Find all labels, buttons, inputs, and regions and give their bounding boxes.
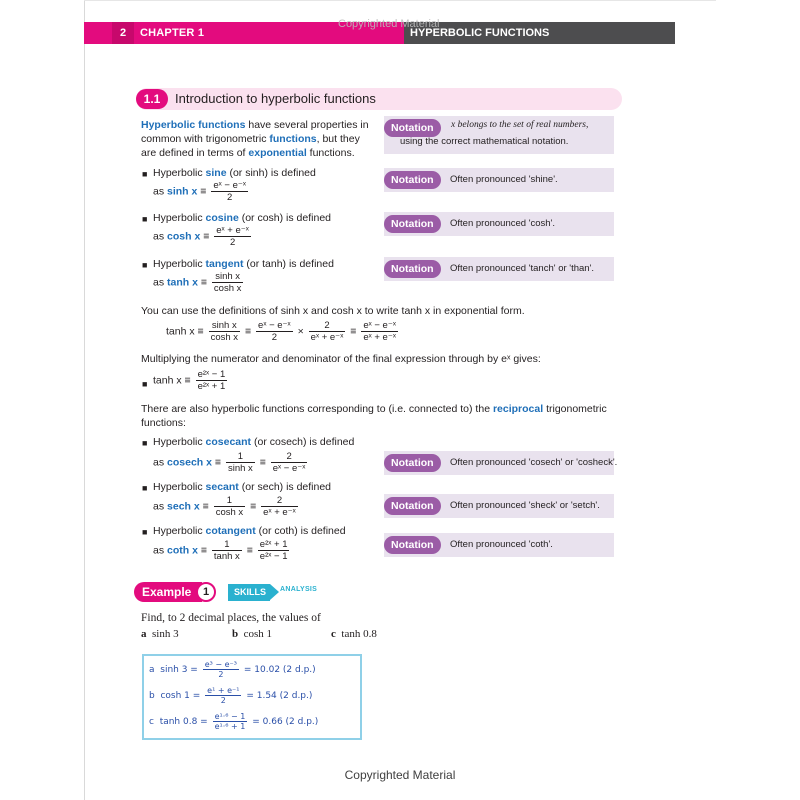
- numerator: sinh x: [212, 271, 243, 283]
- intro-line-1: [141, 118, 369, 132]
- tanh-exponential-derivation: [166, 320, 400, 343]
- denominator: cosh x: [213, 283, 242, 294]
- def-sech-equation: [153, 495, 300, 518]
- numerator: eˣ − e⁻ˣ: [363, 320, 396, 331]
- fraction: [214, 225, 251, 248]
- notation-box-cosh: [384, 212, 614, 236]
- notation-text: Often pronounced 'cosh'.: [450, 218, 556, 229]
- equiv-sign: ≡: [200, 276, 207, 289]
- text: There are also hyperbolic functions corresponding to (i.e. connected to) the: [141, 403, 493, 415]
- keyword: tangent: [205, 258, 244, 270]
- numerator: eˣ − e⁻ˣ: [213, 180, 246, 191]
- denominator: 2: [220, 696, 226, 705]
- fraction: [309, 320, 346, 343]
- denominator: 2: [218, 670, 224, 679]
- text: are defined in terms of: [141, 147, 249, 159]
- numerator: 2: [261, 495, 298, 507]
- page-edge-top: [84, 0, 716, 1]
- text: as: [153, 230, 168, 243]
- numerator: 1: [214, 495, 245, 507]
- def-cosech-equation: [153, 451, 309, 474]
- page-edge: [84, 0, 85, 800]
- text: (or tanh) is defined: [243, 258, 334, 270]
- bullet: ■: [142, 214, 148, 224]
- numerator: 1: [212, 539, 242, 551]
- solution-a: [149, 660, 316, 679]
- part-text: tanh 0.8: [341, 628, 377, 640]
- numerator: e³ − e⁻³: [204, 660, 237, 669]
- function-name: coth x: [167, 544, 198, 557]
- equiv-sign: ≡: [214, 456, 222, 469]
- notation-tag: Notation: [384, 454, 441, 472]
- tanh-result-equation: [153, 369, 229, 392]
- notation-text: Often pronounced 'shine'.: [450, 174, 558, 185]
- text: tanh x ≡: [166, 325, 204, 338]
- equiv-sign: ≡: [203, 230, 210, 243]
- text: as: [153, 500, 168, 513]
- fraction: [361, 320, 398, 343]
- text: as: [153, 544, 168, 557]
- bullet: ■: [142, 260, 148, 270]
- notation-text: using the correct mathematical notation.: [400, 136, 569, 147]
- keyword: cotangent: [205, 525, 256, 537]
- keyword: Hyperbolic functions: [141, 119, 246, 131]
- solution-label: c: [149, 717, 154, 727]
- notation-box-coth: [384, 533, 614, 557]
- notation-tag: Notation: [384, 260, 441, 278]
- numerator: e²ˣ + 1: [259, 539, 288, 550]
- numerator: e¹ + e⁻¹: [207, 686, 240, 695]
- keyword: cosecant: [205, 436, 252, 448]
- fraction: [214, 495, 245, 518]
- notation-text: Often pronounced 'coth'.: [450, 539, 553, 550]
- intro-line-3: [141, 146, 355, 160]
- text: have several properties in: [245, 119, 369, 131]
- def-coth-equation: [153, 539, 291, 562]
- example-part-a: [141, 627, 179, 641]
- equiv-sign: ≡: [200, 544, 207, 557]
- solution-rhs: = 0.66 (2 d.p.): [252, 717, 319, 727]
- keyword: sine: [205, 167, 227, 179]
- def-sinh-equation: [153, 180, 250, 203]
- denominator: 2: [227, 192, 233, 203]
- fraction: [261, 495, 298, 518]
- text: tanh x ≡: [153, 374, 191, 387]
- bullet: ■: [142, 379, 148, 389]
- notation-text: Often pronounced 'cosech' or 'cosheck'.: [450, 457, 618, 468]
- numerator: 2: [309, 320, 346, 332]
- notation-box-reals: [384, 116, 614, 154]
- part-text: sinh 3: [152, 628, 179, 640]
- fraction: [213, 712, 248, 731]
- fraction: [205, 686, 241, 705]
- denominator: sinh x: [227, 463, 253, 474]
- solution-b: [149, 686, 312, 705]
- def-cosh-equation: [153, 225, 253, 248]
- denominator: eˣ − e⁻ˣ: [272, 463, 306, 474]
- part-label: c: [331, 628, 336, 640]
- function-name: tanh x: [167, 276, 198, 289]
- denominator: cosh x: [210, 332, 239, 343]
- denominator: e¹·⁶ + 1: [214, 722, 246, 731]
- keyword: secant: [205, 481, 239, 493]
- notation-box-cosech: [384, 451, 618, 475]
- chapter-title: HYPERBOLIC FUNCTIONS: [410, 27, 550, 39]
- function-name: sech x: [167, 500, 200, 513]
- text: Hyperbolic: [153, 167, 206, 179]
- text: Hyperbolic: [153, 436, 206, 448]
- def-sinh-line: [153, 166, 316, 180]
- part-text: cosh 1: [243, 628, 273, 640]
- notation-tag: Notation: [384, 171, 441, 189]
- text: , but they: [316, 133, 360, 145]
- example-part-b: [232, 627, 272, 641]
- text: trigonometric: [543, 403, 607, 415]
- bullet: ■: [142, 438, 148, 448]
- chapter-label: CHAPTER 1: [140, 27, 205, 39]
- equiv-sign: ≡: [200, 185, 207, 198]
- fraction: [258, 539, 290, 562]
- text: Hyperbolic: [153, 258, 206, 270]
- solution-lhs: cosh 1 =: [160, 691, 201, 701]
- paragraph-multiplying: Multiplying the numerator and denominator of the final expression through by eˣ gives:: [141, 353, 541, 365]
- equiv-sign: ≡: [246, 544, 253, 557]
- skills-tag: SKILLS: [228, 584, 270, 601]
- equiv-sign: ≡: [250, 500, 257, 513]
- fraction: [226, 451, 255, 474]
- example-part-c: [331, 627, 377, 641]
- denominator: eˣ + e⁻ˣ: [263, 507, 296, 518]
- equiv-sign: ≡: [202, 500, 209, 513]
- text: (or cosh) is defined: [238, 212, 332, 224]
- text: Hyperbolic: [153, 212, 206, 224]
- text: (or sinh) is defined: [226, 167, 316, 179]
- def-tanh-equation: [153, 271, 245, 294]
- bullet: ■: [142, 483, 148, 493]
- notation-text: x belongs to the set of real numbers,: [451, 120, 589, 130]
- fraction: [196, 369, 228, 392]
- paragraph-exponential-form: You can use the definitions of sinh x and cosh x to write tanh x in exponential form.: [141, 305, 525, 317]
- notation-box-tanh: [384, 257, 614, 281]
- def-cosh-line: [153, 211, 331, 225]
- denominator: e²ˣ + 1: [197, 381, 226, 392]
- fraction: [203, 660, 239, 679]
- bullet: ■: [142, 527, 148, 537]
- text: as: [153, 456, 168, 469]
- keyword: reciprocal: [492, 403, 544, 415]
- footer-copyright: Copyrighted Material: [344, 768, 456, 782]
- text: Hyperbolic: [153, 481, 206, 493]
- def-cosech-line: [153, 435, 354, 449]
- skills-type: ANALYSIS: [280, 586, 318, 593]
- fraction: [271, 451, 308, 474]
- numerator: eˣ + e⁻ˣ: [216, 225, 249, 236]
- notation-text: Often pronounced 'tanch' or 'than'.: [450, 263, 595, 274]
- numerator: sinh x: [209, 320, 240, 332]
- fraction: [256, 320, 293, 343]
- notation-tag: Notation: [384, 497, 441, 515]
- solution-lhs: sinh 3 =: [160, 665, 198, 675]
- bullet: ■: [142, 169, 148, 179]
- notation-text: Often pronounced 'sheck' or 'setch'.: [450, 500, 600, 511]
- equiv-sign: ≡: [350, 325, 357, 338]
- text: (or cosech) is defined: [251, 436, 355, 448]
- notation-box-sech: [384, 494, 614, 518]
- def-tanh-line: [153, 257, 334, 271]
- text: as: [153, 185, 168, 198]
- notation-box-sinh: [384, 168, 614, 192]
- text: functions.: [306, 147, 355, 159]
- notation-tag: Notation: [384, 119, 441, 137]
- denominator: e²ˣ − 1: [259, 551, 288, 562]
- function-name: sinh x: [167, 185, 198, 198]
- text: (or coth) is defined: [255, 525, 346, 537]
- keyword: functions: [269, 133, 317, 145]
- intro-line-2: [141, 132, 360, 146]
- fraction: [209, 320, 240, 343]
- denominator: eˣ + e⁻ˣ: [363, 332, 396, 343]
- text: (or sech) is defined: [238, 481, 332, 493]
- numerator: eˣ − e⁻ˣ: [258, 320, 291, 331]
- paragraph-reciprocal-cont: functions:: [141, 417, 186, 429]
- solution-c: [149, 712, 318, 731]
- keyword: cosine: [205, 212, 239, 224]
- page-number: 2: [112, 22, 134, 44]
- denominator: cosh x: [215, 507, 244, 518]
- denominator: 2: [229, 237, 236, 248]
- solution-label: b: [149, 691, 155, 701]
- section-number: 1.1: [136, 89, 168, 109]
- paragraph-reciprocal: [141, 402, 607, 416]
- part-label: b: [232, 628, 239, 640]
- solution-lhs: tanh 0.8 =: [159, 717, 208, 727]
- skills-arrow: [270, 584, 279, 600]
- example-number: 1: [196, 582, 216, 602]
- example-tag: Example: [134, 582, 202, 602]
- fraction: [211, 180, 248, 203]
- times-sign: ×: [297, 325, 304, 338]
- solution-rhs: = 10.02 (2 d.p.): [243, 665, 316, 675]
- function-name: cosech x: [167, 456, 212, 469]
- notation-tag: Notation: [384, 536, 441, 554]
- denominator: tanh x: [213, 551, 240, 562]
- equiv-sign: ≡: [244, 325, 252, 338]
- numerator: 1: [226, 451, 255, 463]
- numerator: 2: [271, 451, 308, 463]
- section-title: Introduction to hyperbolic functions: [175, 91, 376, 106]
- numerator: e¹·⁶ − 1: [214, 712, 246, 721]
- fraction: [212, 271, 243, 294]
- def-coth-line: [153, 524, 346, 538]
- notation-tag: Notation: [384, 215, 441, 233]
- text: as: [153, 276, 168, 289]
- header-watermark: Copyrighted Material: [338, 18, 440, 30]
- denominator: 2: [271, 332, 277, 343]
- function-name: cosh x: [167, 230, 201, 243]
- text: common with trigonometric: [141, 133, 270, 145]
- equiv-sign: ≡: [259, 456, 266, 469]
- example-question: Find, to 2 decimal places, the values of: [141, 612, 321, 624]
- denominator: eˣ + e⁻ˣ: [310, 332, 344, 343]
- text: Hyperbolic: [153, 525, 206, 537]
- fraction: [212, 539, 242, 562]
- solution-rhs: = 1.54 (2 d.p.): [246, 691, 313, 701]
- keyword: exponential: [248, 147, 307, 159]
- part-label: a: [141, 628, 147, 640]
- numerator: e²ˣ − 1: [197, 369, 226, 380]
- def-sech-line: [153, 480, 331, 494]
- solution-label: a: [149, 665, 155, 675]
